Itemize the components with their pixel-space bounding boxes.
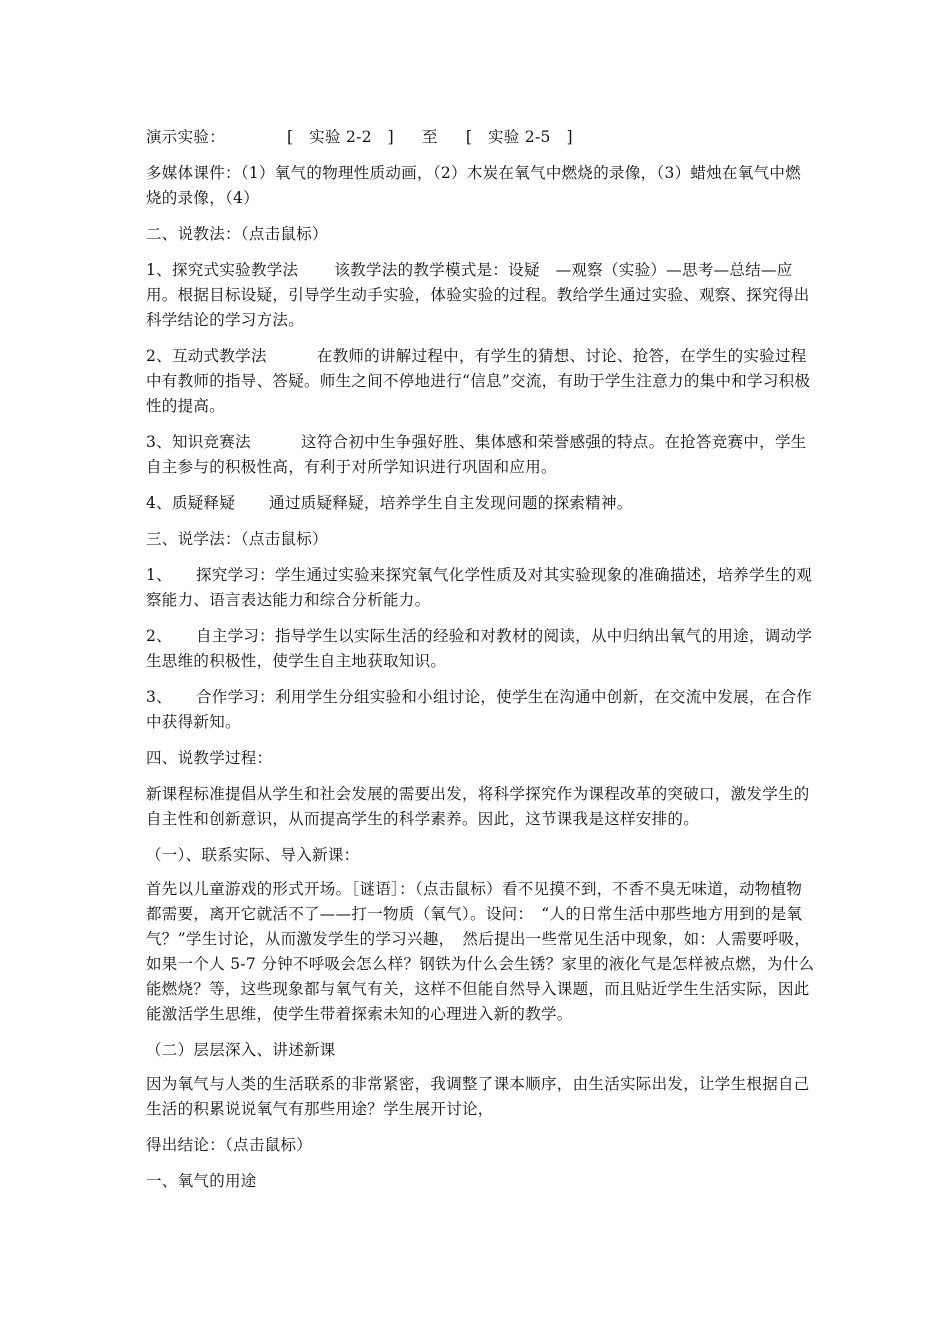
method-title: 2、互动式教学法 — [146, 347, 267, 365]
part1-paragraph: 首先以儿童游戏的形式开场。［谜语］：（点击鼠标）看不见摸不到，不香不臭无味道，动物植物都需要，离开它就活不了——打一物质（氧气）。设问： “人的日常生活中那些地方用到的是氧气？”学生讨论，从而激发学生的学习兴趣， 然后提出一些常见生活中现象，如：人需要呼吸，如果一个人 5-7 分钟不呼吸会怎么样？钢铁为什么会生锈？家里的液化气是怎样被点燃，为什么能燃烧？等，这些现象都与氧气有关，这样不但能自然导入课题，而且贴近学生生活实际，因此能激活学生思维，使学生带着探索未知的心理进入新的教学。 — [146, 880, 815, 1023]
item-text: 自主学习：指导学生以实际生活的经验和对教材的阅读，从中归纳出氧气的用途，调动学生思维的积极性，使学生自主地获取知识。 — [146, 627, 813, 670]
learning-method-1 — [146, 563, 816, 613]
method-text: 该教学法的教学模式是：设疑 —观察（实验）—思考—总结—应用。根据目标设疑，引导学生动手实验，体验实验的过程。教给学生通过实验、观察、探究得出科学结论的学习方法。 — [146, 261, 810, 329]
method-title: 3、知识竞赛法 — [146, 433, 251, 451]
document-body — [146, 125, 816, 1205]
section2-heading: 二、说教法：（点击鼠标） — [146, 225, 328, 243]
section3-heading: 三、说学法：（点击鼠标） — [146, 530, 328, 548]
teaching-method-3 — [146, 430, 816, 480]
method-title: 4、质疑释疑 — [146, 494, 236, 512]
teaching-method-2 — [146, 344, 816, 419]
learning-method-2 — [146, 624, 816, 674]
demo-label: 演示实验： — [146, 128, 226, 146]
method-text: 在教师的讲解过程中，有学生的猜想、讨论、抢答，在学生的实验过程中有教师的指导、答疑。师生之间不停地进行“信息”交流，有助于学生注意力的集中和学习积极性的提高。 — [146, 347, 811, 415]
conclusion-line: 得出结论：（点击鼠标） — [146, 1136, 313, 1154]
multimedia-paragraph: 多媒体课件：（1）氧气的物理性质动画，（2）木炭在氧气中燃烧的录像，（3）蜡烛在氧气中燃烧的录像，（4） — [146, 164, 802, 207]
part2-heading: （二）层层深入、讲述新课 — [146, 1041, 336, 1059]
demo-exp-start: [ 实验 2-2 ] — [287, 128, 394, 146]
item-number: 3、 — [146, 688, 172, 706]
demo-exp-end: [ 实验 2-5 ] — [465, 128, 573, 146]
learning-method-3 — [146, 685, 816, 735]
method-text: 这符合初中生争强好胜、集体感和荣誉感强的特点。在抢答竞赛中，学生自主参与的积极性高，有利于对所学知识进行巩固和应用。 — [146, 433, 807, 476]
item-number: 1、 — [146, 566, 172, 584]
item-text: 探究学习：学生通过实验来探究氧气化学性质及对其实验现象的准确描述，培养学生的观察能力、语言表达能力和综合分析能力。 — [146, 566, 813, 609]
teaching-method-1 — [146, 258, 816, 333]
oxygen-uses-heading: 一、氧气的用途 — [146, 1172, 257, 1190]
item-text: 合作学习：利用学生分组实验和小组讨论，使学生在沟通中创新，在交流中发展，在合作中获得新知。 — [146, 688, 813, 731]
section4-heading: 四、说教学过程： — [146, 749, 273, 767]
part2-paragraph: 因为氧气与人类的生活联系的非常紧密，我调整了课本顺序，由生活实际出发，让学生根据自己生活的积累说说氧气有那些用途？学生展开讨论， — [146, 1075, 810, 1118]
demo-experiments-line — [146, 125, 816, 150]
method-text: 通过质疑释疑，培养学生自主发现问题的探索精神。 — [269, 494, 633, 512]
item-number: 2、 — [146, 627, 172, 645]
method-title: 1、探究式实验教学法 — [146, 261, 299, 279]
demo-to: 至 — [422, 128, 438, 146]
part1-heading: （一）、联系实际、导入新课： — [146, 846, 360, 864]
teaching-method-4 — [146, 491, 816, 516]
section4-intro: 新课程标准提倡从学生和社会发展的需要出发，将科学探究作为课程改革的突破口，激发学生的自主性和创新意识，从而提高学生的科学素养。因此，这节课我是这样安排的。 — [146, 785, 810, 828]
